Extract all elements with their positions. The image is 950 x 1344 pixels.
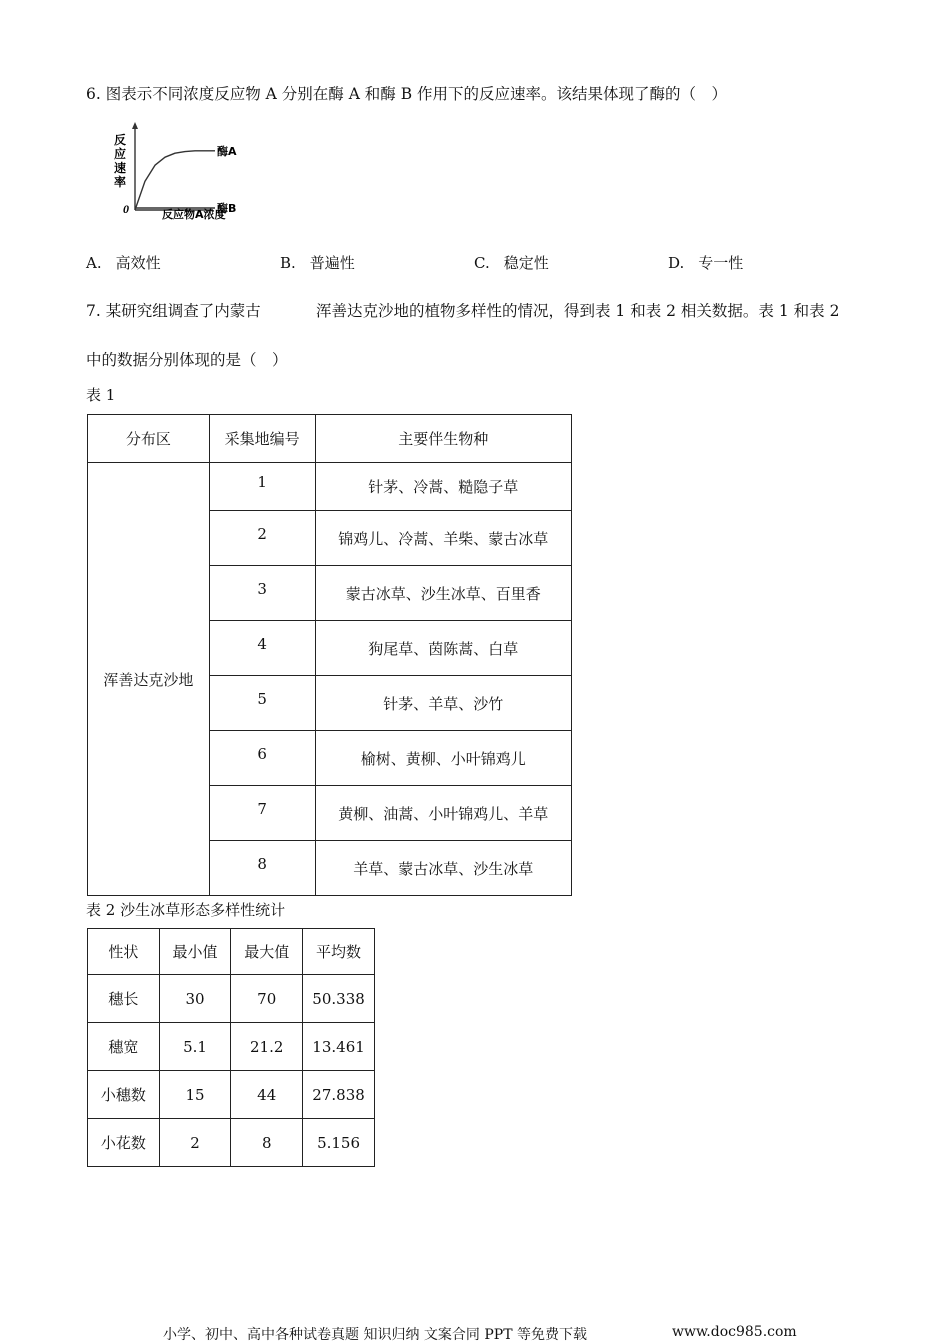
option-c-text: 稳定性: [503, 254, 549, 272]
series-label-enzyme-a: 酶A: [217, 144, 237, 158]
option-a[interactable]: [86, 252, 161, 273]
x-axis-label: 反应物A浓度: [162, 208, 226, 221]
table2-cell: 小花数: [88, 1119, 160, 1167]
origin-label: 0: [123, 202, 129, 216]
table1-site-id: 4: [209, 621, 315, 676]
table-row: [88, 975, 375, 1023]
table1-species: 针茅、羊草、沙竹: [315, 676, 571, 731]
table1-region-cell: 浑善达克沙地: [88, 463, 210, 896]
table1-header-species: 主要伴生物种: [315, 415, 571, 463]
y-axis-label-char: 反: [114, 133, 127, 147]
table1-site-id: 8: [209, 841, 315, 896]
option-c-letter: C.: [474, 254, 490, 272]
table1-header-region: 分布区: [88, 415, 210, 463]
table1-caption: 表 1: [86, 386, 116, 404]
y-axis-label-char: 率: [114, 175, 127, 189]
option-a-letter: A.: [86, 254, 102, 272]
table1-header-site: 采集地编号: [209, 415, 315, 463]
table-row: [88, 1023, 375, 1071]
footer-link[interactable]: www.doc985.com: [672, 1324, 797, 1340]
table1-species: 针茅、冷蒿、糙隐子草: [315, 463, 571, 511]
table2-header-min: 最小值: [159, 929, 231, 975]
table1-species: 黄柳、油蒿、小叶锦鸡儿、羊草: [315, 786, 571, 841]
table2-cell: 21.2: [231, 1023, 303, 1071]
table1-species: 蒙古冰草、沙生冰草、百里香: [315, 566, 571, 621]
table2-caption: 表 2 沙生冰草形态多样性统计: [86, 901, 286, 919]
table1-species: 羊草、蒙古冰草、沙生冰草: [315, 841, 571, 896]
option-c[interactable]: [474, 252, 549, 273]
y-axis-arrow: [132, 122, 138, 129]
series-label-enzyme-b: 酶B: [217, 202, 237, 215]
table2-cell: 13.461: [303, 1023, 375, 1071]
table1: [87, 414, 572, 896]
table1-site-id: 6: [209, 731, 315, 786]
table2-cell: 5.156: [303, 1119, 375, 1167]
table1-site-id: 1: [209, 463, 315, 511]
table2-cell: 2: [159, 1119, 231, 1167]
footer-text: 小学、初中、高中各种试卷真题 知识归纳 文案合同 PPT 等免费下载: [163, 1327, 587, 1343]
table-row: [88, 463, 572, 511]
table1-site-id: 3: [209, 566, 315, 621]
table2-cell: 15: [159, 1071, 231, 1119]
table1-site-id: 2: [209, 511, 315, 566]
option-b-letter: B.: [280, 254, 296, 272]
question-7-line2: 中的数据分别体现的是（ ）: [86, 351, 288, 369]
table2-header-row: [88, 929, 375, 975]
table2-cell: 小穗数: [88, 1071, 160, 1119]
y-axis-label-char: 应: [114, 147, 127, 161]
table2-cell: 50.338: [303, 975, 375, 1023]
question-7-line1-a: 7. 某研究组调查了内蒙古: [86, 302, 261, 320]
table2-cell: 27.838: [303, 1071, 375, 1119]
question-7-line1-b: 浑善达克沙地的植物多样性的情况，得到表 1 和表 2 相关数据。表 1 和表 2: [316, 302, 840, 320]
table1-species: 狗尾草、茵陈蒿、白草: [315, 621, 571, 676]
option-d-text: 专一性: [698, 254, 744, 272]
question-6-text: 6. 图表示不同浓度反应物 A 分别在酶 A 和酶 B 作用下的反应速率。该结果体现了酶的（ ）: [86, 85, 728, 103]
option-a-text: 高效性: [115, 254, 161, 272]
table2: [87, 928, 375, 1167]
table2-cell: 30: [159, 975, 231, 1023]
table1-species: 锦鸡儿、冷蒿、羊柴、蒙古冰草: [315, 511, 571, 566]
table1-header-row: [88, 415, 572, 463]
table2-cell: 8: [231, 1119, 303, 1167]
table2-cell: 5.1: [159, 1023, 231, 1071]
chart-svg: [110, 122, 250, 228]
table2-cell: 70: [231, 975, 303, 1023]
option-d[interactable]: [668, 252, 743, 273]
table2-header-mean: 平均数: [303, 929, 375, 975]
table2-cell: 穗宽: [88, 1023, 160, 1071]
reaction-rate-chart: [110, 122, 250, 228]
table2-header-trait: 性状: [88, 929, 160, 975]
table1-species: 榆树、黄柳、小叶锦鸡儿: [315, 731, 571, 786]
option-d-letter: D.: [668, 254, 685, 272]
series-line-enzyme-a: [135, 151, 215, 210]
y-axis-label-char: 速: [114, 161, 127, 175]
table-row: [88, 1119, 375, 1167]
option-b-text: 普遍性: [309, 254, 355, 272]
table1-site-id: 7: [209, 786, 315, 841]
table-row: [88, 1071, 375, 1119]
table2-cell: 穗长: [88, 975, 160, 1023]
table2-cell: 44: [231, 1071, 303, 1119]
option-b[interactable]: [280, 252, 355, 273]
table1-site-id: 5: [209, 676, 315, 731]
table2-header-max: 最大值: [231, 929, 303, 975]
